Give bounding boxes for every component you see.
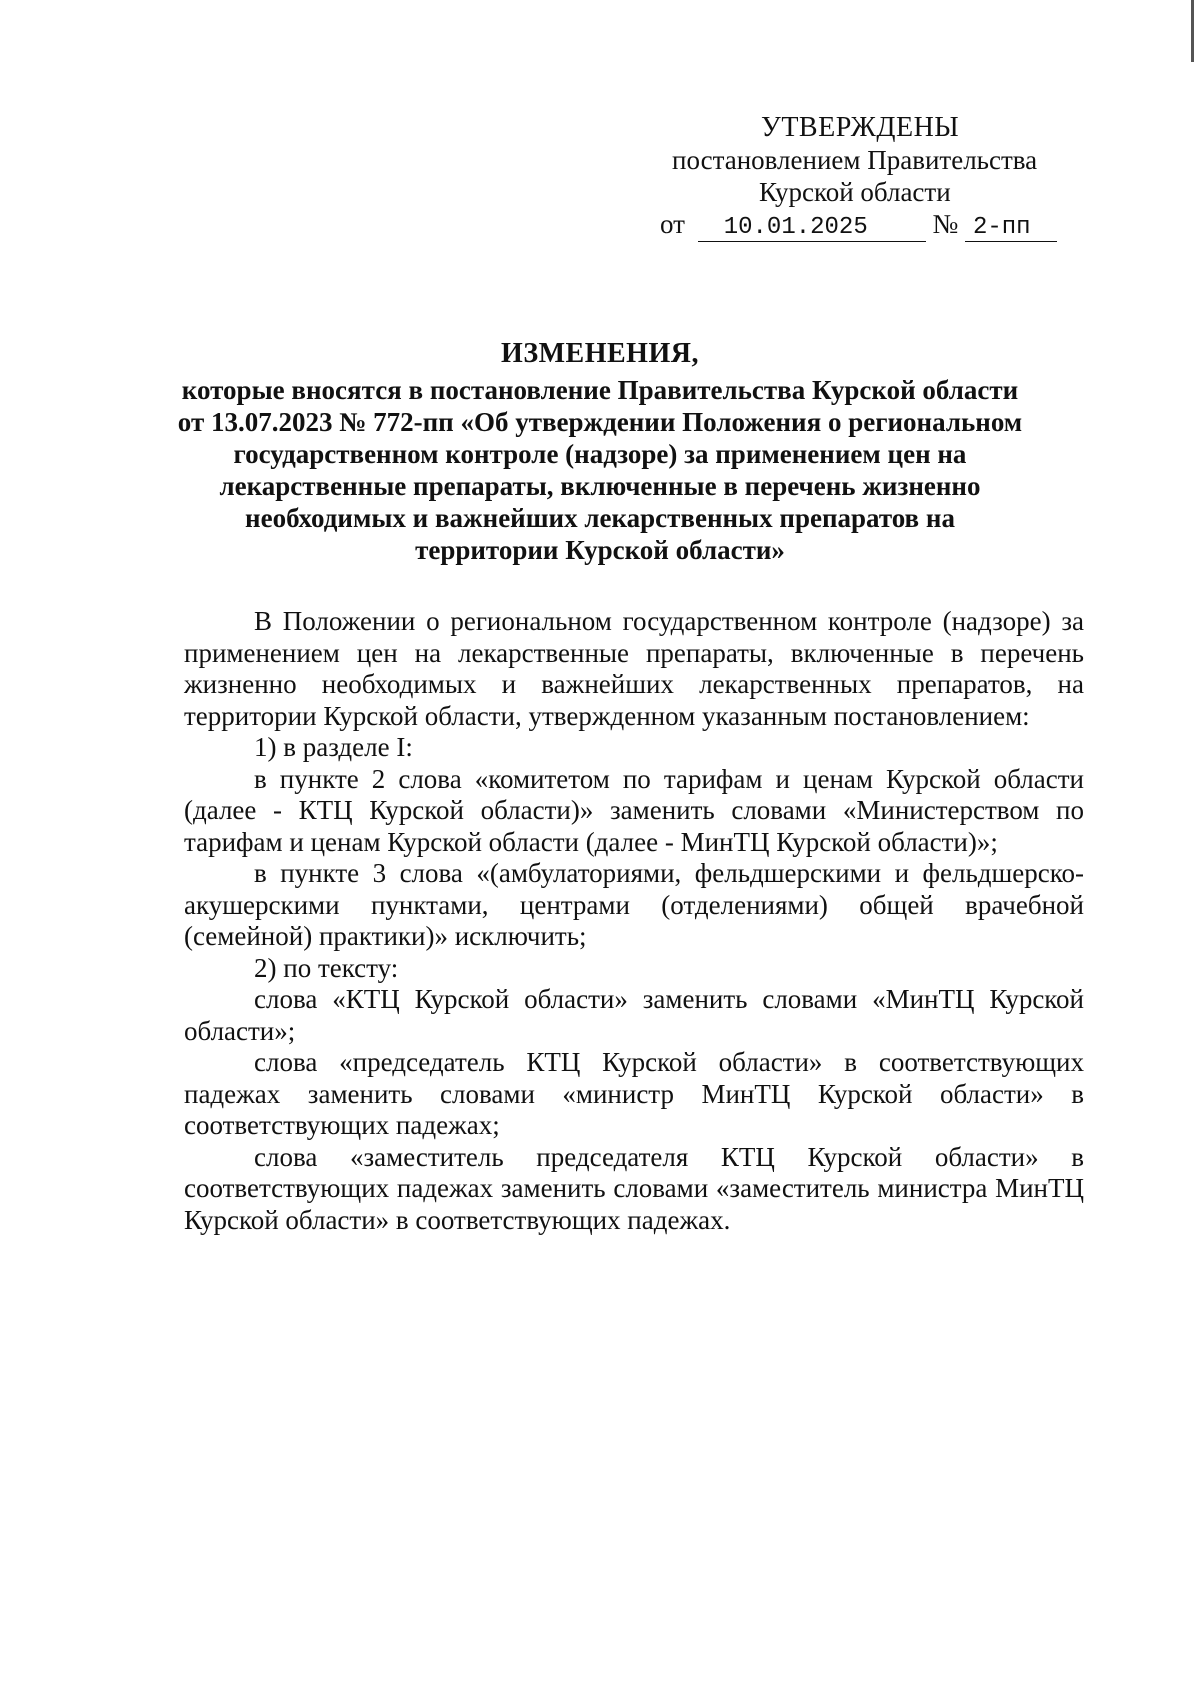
approval-heading: УТВЕРЖДЕНЫ <box>761 112 960 143</box>
approval-line-government: постановлением Правительства <box>672 145 1038 175</box>
approval-line-region: Курской области <box>759 177 951 207</box>
title-line: государственном контроле (надзоре) за применением цен на <box>233 439 967 469</box>
body-paragraph: 2) по тексту: <box>254 952 399 983</box>
approval-date: 10.01.2025 <box>698 215 926 242</box>
number-prefix: № <box>932 209 959 239</box>
document-title <box>150 338 1050 566</box>
title-line: лекарственные препараты, включенные в перечень жизненно <box>219 471 981 501</box>
body-paragraph: в пункте 3 слова «(амбулаториями, фельдшерскими и фельдшерско-акушерскими пунктами, центрами (отделениями) общей врачебной (семейной) практики)» исключить; <box>184 858 1084 951</box>
body-paragraph: слова «КТЦ Курской области» заменить словами «МинТЦ Курской области»; <box>184 984 1084 1046</box>
date-prefix: от <box>660 209 685 239</box>
body-paragraph: слова «заместитель председателя КТЦ Курской области» в соответствующих падежах заменить словами «заместитель министра МинТЦ Курской области» в соответствующих падежах. <box>184 1141 1084 1235</box>
approval-date-number-line <box>640 208 1060 242</box>
body-paragraph: В Положении о региональном государственном контроле (надзоре) за применением цен на лекарственные препараты, включенные в перечень жизненно необходимых и важнейших лекарственных препаратов, на территории Курской области, утвержденном указанным постановлением: <box>184 606 1084 731</box>
document-body <box>184 606 1084 1236</box>
title-line: от 13.07.2023 № 772-пп «Об утверждении Положения о региональном <box>177 407 1023 437</box>
approval-number: 2-пп <box>965 215 1057 242</box>
body-paragraph: слова «председатель КТЦ Курской области» в соответствующих падежах заменить словами «министр МинТЦ Курской области» в соответствующих падежах; <box>184 1047 1084 1140</box>
title-line: территории Курской области» <box>415 535 785 565</box>
body-paragraph: 1) в разделе I: <box>254 732 413 762</box>
title-line: необходимых и важнейших лекарственных препаратов на <box>245 503 955 533</box>
scan-edge-mark <box>1191 0 1194 62</box>
approval-stamp-block <box>640 112 1060 242</box>
body-paragraph: в пункте 2 слова «комитетом по тарифам и ценам Курской области (далее - КТЦ Курской области)» заменить словами «Министерством по тарифам и ценам Курской области (далее - МинТЦ Курской области)»; <box>184 763 1084 857</box>
title-line: которые вносятся в постановление Правительства Курской области <box>181 375 1019 405</box>
title-heading: ИЗМЕНЕНИЯ, <box>501 338 699 369</box>
